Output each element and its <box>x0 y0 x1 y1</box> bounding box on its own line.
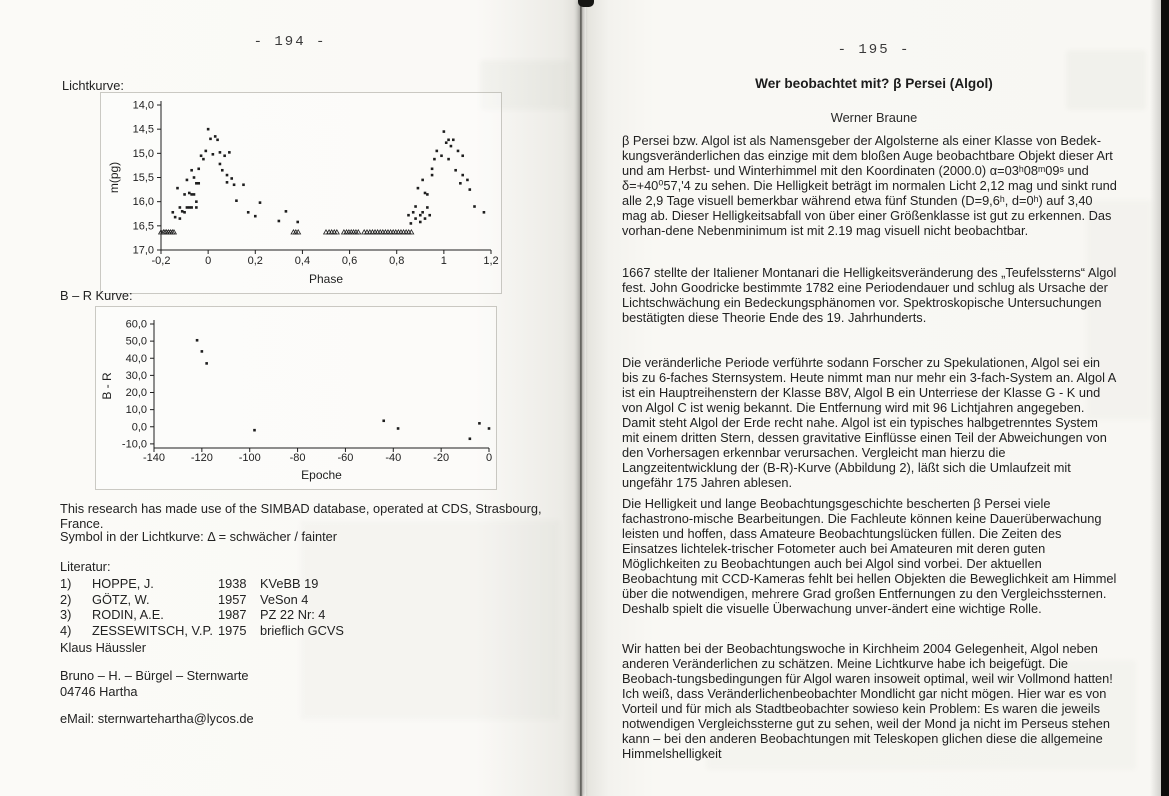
svg-text:0,6: 0,6 <box>341 255 358 267</box>
svg-text:Phase: Phase <box>308 272 344 286</box>
svg-text:10,0: 10,0 <box>125 404 147 417</box>
svg-text:0,4: 0,4 <box>294 255 311 267</box>
svg-text:0,8: 0,8 <box>389 255 405 267</box>
observer-name: Klaus Häussler <box>60 640 147 655</box>
svg-text:16,0: 16,0 <box>132 196 154 209</box>
page-edge-shadow <box>1150 0 1161 796</box>
svg-text:-0,2: -0,2 <box>151 255 171 267</box>
article-paragraph: Die veränderliche Periode verführte sodann Forscher zu Spekulationen, Algol sei ein bis zu 6-faches Sternsystem. Heute nimmt man nur mehr ein 3-fach-System an. Algol A ist ein Hauptreihenstern der Klasse B8V, Algol B ein Unterriese der Klasse G - K und von Algol C ist wenig bekannt. Die Entfernung wird mit 96 Lichtjahren angegeben. Damit steht Algol der Erde recht nahe. Algol ist ein typisches halbgetrenntes System mit einem dritten Stern, dessen gravitative Einflüsse einen Teil der Abweichungen von den Vorhersagen erkennbar verursachen. Vergleicht man hierzu die Langzeitentwicklung der (B-R)-Kurve (Abbildung 2), läßt sich die Umlaufzeit mit ungefähr 175 Jahren ablesen. <box>622 355 1116 490</box>
reference-row <box>60 607 344 623</box>
svg-text:17,0: 17,0 <box>132 244 154 257</box>
observatory-name: Bruno – H. – Bürgel – Sternwarte <box>60 668 249 683</box>
article-title: Wer beobachtet mit? β Persei (Algol) <box>755 76 993 91</box>
svg-text:0,0: 0,0 <box>131 421 147 434</box>
ref-author: ZESSEWITSCH, V.P. <box>92 622 213 638</box>
ref-num: 4) <box>60 622 72 638</box>
article-author: Werner Braune <box>830 110 918 125</box>
ref-num: 1) <box>60 576 72 591</box>
ref-author: RODIN, A.E. <box>92 607 164 623</box>
reference-row <box>60 623 344 639</box>
article-paragraph: Wir hatten bei der Beobachtungswoche in Kirchheim 2004 Gelegenheit, Algol neben anderen Veränderlichen zu schätzen. Meine Lichtkurve habe ich beigefügt. Die Beobach-tungsbedingungen für Algol waren insoweit optimal, weil wir Vollmond hatten! Ich weiß, dass Veränderlichenbeobachter Mondlicht gar nicht mögen. Hier war es von Vorteil und für mich als Stadtbeobachter sowieso kein Problem: Es waren die jeweils notwendigen Vergleichssterne gut zu sehen, weil der Mond ja nicht im Perseus stehen kann – bei den anderen Beobachtungen mit Teleskopen glichen diese die allgemeine Himmelshelligkeit <box>622 641 1113 761</box>
page-number-left: - 194 - <box>253 34 327 50</box>
svg-text:40,0: 40,0 <box>125 352 147 365</box>
svg-text:Epoche: Epoche <box>301 468 342 482</box>
ref-year: 1957 <box>218 591 247 607</box>
svg-text:15,5: 15,5 <box>132 172 154 184</box>
svg-text:-40: -40 <box>385 452 402 464</box>
svg-text:20,0: 20,0 <box>125 387 147 400</box>
ref-year: 1975 <box>218 622 247 638</box>
svg-text:m(pg): m(pg) <box>107 161 121 194</box>
ref-source: PZ 22 Nr: 4 <box>260 607 326 623</box>
svg-text:-100: -100 <box>238 452 261 464</box>
ref-year: 1987 <box>218 607 247 623</box>
observatory-city: 04746 Hartha <box>60 684 138 699</box>
reference-row <box>60 592 344 608</box>
ref-year: 1938 <box>218 576 247 591</box>
reference-row <box>60 576 344 592</box>
svg-text:-60: -60 <box>337 452 354 464</box>
article-paragraph: β Persei bzw. Algol ist als Namensgeber der Algolsterne als einer Klasse von Bedek-kungsveränderlichen das einzige mit dem bloßen Auge beobachtbare Objekt dieser Art und am Herbst- und Winterhimmel mit den Koordinaten (2000.0) α=03ʰ08ᵐ09ˢ und δ=+40⁰57,'4 zu sehen. Die Helligkeit beträgt im normalen Licht 2,12 mag und sinkt rund alle 2,9 Tage visuell bemerkbar während etwa fünf Stunden (D=9,6ʰ, d=0ʰ) auf 3,40 mag ab. Dieser Helligkeitsabfall von über einer Größenklasse ist gut zu erkennen. Das vorhan-dene Nebenminimum ist mit 2.19 mag visuell nicht beobachtbar. <box>622 133 1117 238</box>
lightcurve-chart <box>100 92 502 294</box>
ref-num: 2) <box>60 591 72 607</box>
svg-text:14,0: 14,0 <box>132 99 154 112</box>
email-line: eMail: sternwartehartha@lycos.de <box>60 711 254 726</box>
svg-text:1: 1 <box>440 255 447 267</box>
ref-author: GÖTZ, W. <box>92 591 150 607</box>
simbad-note: This research has made use of the SIMBAD database, operated at CDS, Strasbourg, France. <box>60 501 542 531</box>
svg-text:B - R: B - R <box>100 372 114 400</box>
br-curve-chart <box>95 306 497 490</box>
br-curve-label: B – R Kurve: <box>60 288 133 303</box>
svg-text:1,2: 1,2 <box>483 255 499 267</box>
literatur-list <box>60 576 344 638</box>
article-paragraph: 1667 stellte der Italiener Montanari die Helligkeitsveränderung des „Teufelssterns“ Algol fest. John Goodricke bestimmte 1782 eine Periodendauer und schlug als Ursache der Lichtschwächung ein Bedeckungsphänomen vor. Spektroskopische Untersuchungen bestätigten diese Theorie Ende des 19. Jahrhunderts. <box>622 265 1117 325</box>
ref-author: HOPPE, J. <box>92 576 154 591</box>
article-paragraph: Die Helligkeit und lange Beobachtungsgeschichte bescherten β Persei viele fachastrono-mische Bearbeitungen. Die Fachleute können keine Dauerüberwachung leisten und hoffen, dass Amateure Beobachtungslücken füllen. Die Zeiten des Einsatzes lichtelek-trischer Fotometer auch bei Amateuren mit deren guten Möglichkeiten zu Beobachtungen auch bei Algol sind vorbei. Der aktuellen Beobachtung mit CCD-Kameras fehlt bei hellen Objekten die Beweglichkeit am Himmel über die notwendigen, mehrere Grad großen Entfernungen zu den Vergleichssternen. Deshalb spielt die visuelle Überwachung unver-ändert eine wichtige Rolle. <box>622 496 1117 616</box>
gutter-shadow <box>579 0 583 796</box>
svg-text:0: 0 <box>205 255 212 267</box>
ref-source: VeSon 4 <box>260 591 309 607</box>
svg-text:0,2: 0,2 <box>247 255 263 267</box>
svg-text:-10,0: -10,0 <box>121 438 147 451</box>
gutter-notch <box>578 0 594 7</box>
page-edge <box>1161 0 1169 796</box>
symbol-note: Symbol in der Lichtkurve: Δ = schwächer / fainter <box>60 529 338 544</box>
svg-text:60,0: 60,0 <box>125 318 147 331</box>
literatur-heading: Literatur: <box>60 559 111 574</box>
svg-text:-140: -140 <box>142 452 166 464</box>
svg-text:-80: -80 <box>289 452 306 464</box>
svg-text:-120: -120 <box>190 452 213 464</box>
svg-text:30,0: 30,0 <box>125 369 147 382</box>
svg-text:15,0: 15,0 <box>132 147 154 160</box>
ref-num: 3) <box>60 607 72 623</box>
ref-source: brieflich GCVS <box>260 622 344 638</box>
svg-text:-20: -20 <box>433 452 450 464</box>
page-number-right: - 195 - <box>837 42 911 58</box>
ref-source: KVeBB 19 <box>260 576 319 591</box>
svg-text:16,5: 16,5 <box>132 220 154 233</box>
lightcurve-label: Lichtkurve: <box>62 78 124 93</box>
svg-text:14,5: 14,5 <box>132 123 154 136</box>
svg-text:0: 0 <box>485 452 493 464</box>
svg-text:50,0: 50,0 <box>125 335 147 348</box>
